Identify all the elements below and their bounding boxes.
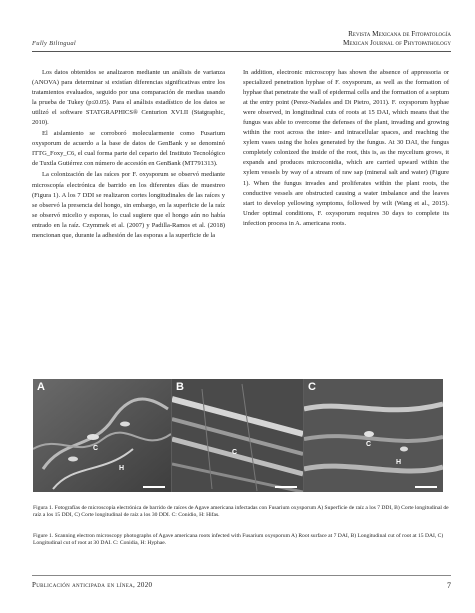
panel-label-c: C bbox=[308, 381, 316, 393]
header-journal bbox=[343, 30, 451, 48]
figure-panel-b bbox=[172, 379, 303, 492]
sem-figure bbox=[33, 379, 443, 492]
scale-bar bbox=[143, 486, 165, 488]
figure-panel-c bbox=[304, 379, 443, 492]
figure-panel-a bbox=[33, 379, 171, 492]
sem-image-c bbox=[304, 379, 443, 492]
sem-image-b bbox=[172, 379, 303, 492]
header-author: Fully Bilingual bbox=[32, 40, 77, 47]
panel-tag-hyphae: H bbox=[396, 459, 402, 466]
journal-title-es: Revista Mexicana de Fitopatología bbox=[348, 30, 451, 38]
left-paragraph-1: Los datos obtenidos se analizaron mediante un análisis de varianza (ANOVA) para determinar si existían diferencias significativas entre los tratamientos evaluados, seguido por una comparación de medias usando la prueba de Tukey (p≤0.05). Para el análisis estadístico de los datos se utilizó el software STATGRAPHICS® Centurion XVI.II (Statgraphic, 2010). bbox=[32, 69, 225, 127]
figure-caption-es: Figura 1. Fotografías de microscopía electrónica de barrido de raíces de Agave americana infectadas con Fusarium oxysporum A) Superficie de raíz a los 7 DDI, B) Corte longitudinal de raíz a los 15 DDI, C) Corte longitudinal de raíz a los 30 DDI. C: Conidio, H: Hifas. bbox=[33, 505, 449, 519]
left-paragraph-2: El aislamiento se corroboró molecularmente como Fusarium oxysporum de acuerdo a la base de datos de GenBank y se denominó ITTG_Foxy_C6, el cual forma parte del cepario del Instituto Tecnológico de Tuxtla Gutiérrez con número de accesión en GenBank (MT791313). bbox=[32, 130, 225, 168]
right-paragraph-1: In addition, electronic microscopy has shown the absence of appressoria or specialized penetration hyphae of F. oxysporum, as well as the formation of hyphae that penetrate the wall of epidermal cells and the formation of a septum at the entry point (Perez-Nadales and Di Pietro, 2011). F. oxysporum hyphae were observed, in longitudinal cuts of roots at 15 DAI, which means that the fungus was able to overcome the defenses of the plant, invading and growing within the root across the inter- and intracellular spaces, and reaching the xylem vases using the holes generated by the fungus. At 30 DAI, the fungus completely colonized the inside of the root, this is, as the mycelium grows, it expands and produces microconidia, which are carried upward within the xylem vessels by way of a stream of raw sap (mineral salt and water) (Figure 1). When the fungus invades and proliferates within the plant roots, the conductive vessels are obstructed causing a water imbalance and the leaves start to develop yellowing symptoms, followed by wilt (Wang et al., 2015). Under optimal conditions, F. oxysporum requires 30 days to complete its infection process in A. americana roots. bbox=[243, 69, 449, 227]
right-column bbox=[243, 68, 449, 229]
footer-rule bbox=[32, 575, 451, 576]
panel-tag-hyphae: H bbox=[119, 465, 125, 472]
panel-tag-conidia: C bbox=[93, 445, 99, 452]
left-paragraph-3: La colonización de las raíces por F. oxysporum se observó mediante microscopía electrónica de barrido en los diferentes días de muestreo (Figura 1). A los 7 DDI se realizaron cortes longitudinales de las raíces y se observó la presencia del hongo, sin embargo, en la superficie de la raíz se observó micelio y esporas, lo cual sugiere que el hongo aún no había entrado en la raíz. Czymmek et al. (2007) y Padilla-Ramos et al. (2018) mencionan que, durante la adhesión de las esporas a la superficie de la bbox=[32, 171, 225, 239]
scale-bar bbox=[275, 486, 297, 488]
left-column bbox=[32, 68, 225, 241]
panel-label-a: A bbox=[37, 381, 45, 393]
footer-publication-note: Publicación anticipada en línea, 2020 bbox=[32, 581, 153, 589]
page-number: 7 bbox=[447, 581, 451, 590]
panel-tag-conidia: C bbox=[232, 449, 238, 456]
panel-label-b: B bbox=[176, 381, 184, 393]
panel-tag-conidia: C bbox=[366, 441, 372, 448]
sem-image-a bbox=[33, 379, 171, 492]
scale-bar bbox=[415, 486, 437, 488]
header-rule bbox=[32, 51, 451, 52]
figure-caption-en: Figure 1. Scanning electron microscopy photographs of Agave americana roots infected with Fusarium oxysporum A) Root surface at 7 DAI, B) Longitudinal cut of root at 15 DAI, C) Longitudinal cut of root at 30 DAI. C: Conidia, H: Hyphae. bbox=[33, 533, 444, 547]
journal-title-en: Mexican Journal of Phytopathology bbox=[342, 39, 451, 47]
